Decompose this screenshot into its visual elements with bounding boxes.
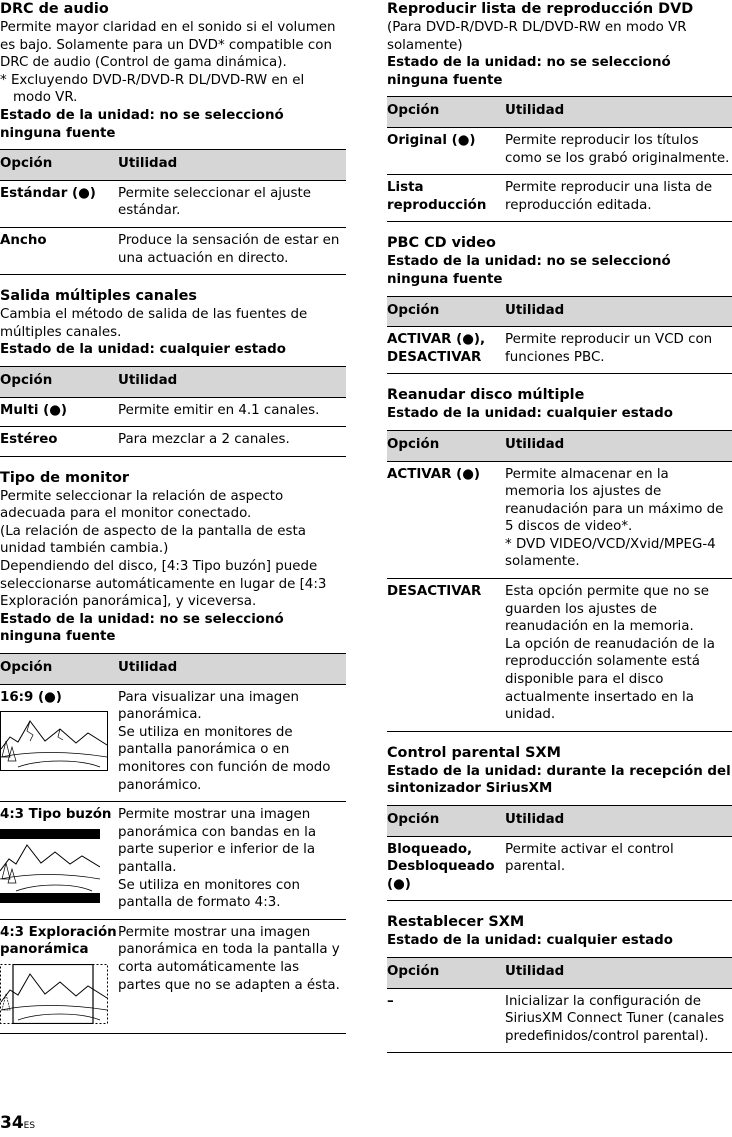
reset-state: Estado de la unidad: cualquier estado [387, 933, 673, 949]
multi-title: Salida múltiples canales [0, 288, 197, 305]
option-cell: Multi (●) [0, 397, 118, 427]
col-header-utility: Utilidad [118, 150, 346, 181]
utility-cell: Permite reproducir los títulos como se los grabó originalmente. [505, 127, 732, 174]
reset-title: Restablecer SXM [387, 914, 525, 931]
monitor-description-3: Dependiendo del disco, [4:3 Tipo buzón] puede seleccionarse automáticamente en lugar de [4:3 Exploración panorámica], y viceversa. [0, 559, 327, 610]
resume-state: Estado de la unidad: cualquier estado [387, 406, 673, 422]
table-row [387, 836, 732, 901]
drc-state: Estado de la unidad: no se seleccionó ninguna fuente [0, 107, 284, 141]
option-cell: – [387, 988, 505, 1053]
utility-text: Permite almacenar en la memoria los ajustes de reanudación para un máximo de 5 discos de video*. [505, 466, 724, 535]
col-header-utility: Utilidad [118, 366, 346, 397]
utility-cell: Para mezclar a 2 canales. [118, 427, 346, 457]
parental-state: Estado de la unidad: durante la recepción del sintonizador SiriusXM [387, 763, 731, 797]
reset-table [387, 957, 732, 1053]
monitor-table [0, 653, 346, 1034]
drc-title: DRC de audio [0, 1, 109, 17]
table-row [0, 802, 346, 920]
utility-cell [118, 919, 346, 1033]
col-header-option: Opción [387, 430, 505, 461]
table-row [387, 127, 732, 174]
col-header-option: Opción [0, 366, 118, 397]
col-header-utility: Utilidad [505, 430, 732, 461]
wide-screen-illustration [0, 711, 108, 771]
utility-cell: Inicializar la configuración de SiriusXM Connect Tuner (canales predefinidos/control parental). [505, 988, 732, 1053]
utility-text: Se utiliza en monitores con pantalla de formato 4:3. [118, 877, 300, 911]
page-number-value: 34 [0, 1113, 24, 1133]
page-language: ES [23, 1121, 36, 1131]
col-header-option: Opción [387, 97, 505, 128]
option-cell: 16:9 (●) [0, 689, 62, 705]
option-cell: ACTIVAR (●), DESACTIVAR [387, 327, 505, 374]
pbc-table [387, 296, 732, 375]
col-header-option: Opción [387, 957, 505, 988]
utility-cell: Permite activar el control parental. [505, 836, 732, 901]
utility-text: Permite mostrar una imagen panorámica con bandas en la parte superior e inferior de la pantalla. [118, 807, 317, 875]
table-row [387, 579, 732, 732]
playlist-description: (Para DVD-R/DVD-R DL/DVD-RW en modo VR solamente) [387, 20, 687, 53]
col-header-option: Opción [387, 296, 505, 327]
resume-table [387, 430, 732, 732]
utility-cell: Permite seleccionar el ajuste estándar. [118, 180, 346, 227]
left-column [0, 0, 346, 1034]
table-row [0, 397, 346, 427]
utility-cell [118, 802, 346, 920]
utility-cell: Permite emitir en 4.1 canales. [118, 397, 346, 427]
col-header-option: Opción [0, 150, 118, 181]
parental-table [387, 805, 732, 901]
col-header-utility: Utilidad [505, 957, 732, 988]
table-row [0, 684, 346, 802]
parental-title: Control parental SXM [387, 744, 561, 761]
monitor-description-2: (La relación de aspecto de la pantalla de esta unidad también cambia.) [0, 523, 306, 557]
col-header-option: Opción [387, 806, 505, 837]
utility-cell [505, 461, 732, 579]
table-row [387, 327, 732, 374]
playlist-table [387, 96, 732, 222]
multi-table [0, 366, 346, 457]
table-row [0, 227, 346, 274]
table-row [0, 427, 346, 457]
pbc-state: Estado de la unidad: no se seleccionó ninguna fuente [387, 254, 671, 287]
utility-text: Permite mostrar una imagen panorámica en toda la pantalla y corta automáticamente las partes que no se adapten a ésta. [118, 924, 340, 993]
table-row [387, 175, 732, 222]
utility-cell: Produce la sensación de estar en una actuación en directo. [118, 227, 346, 274]
monitor-state: Estado de la unidad: no se seleccionó ninguna fuente [0, 611, 284, 645]
right-column [387, 0, 732, 1053]
multi-description: Cambia el método de salida de las fuentes de múltiples canales. [0, 307, 308, 340]
utility-text: Esta opción permite que no se guarden los ajustes de reanudación en la memoria. [505, 584, 710, 635]
pbc-title: PBC CD video [387, 235, 496, 252]
col-header-utility: Utilidad [505, 296, 732, 327]
monitor-title: Tipo de monitor [0, 469, 129, 486]
utility-cell [505, 579, 732, 732]
resume-title: Reanudar disco múltiple [387, 387, 585, 404]
utility-text: * DVD VIDEO/VCD/Xvid/MPEG-4 solamente. [505, 536, 716, 570]
table-row [387, 988, 732, 1053]
option-cell: Lista reproducción [387, 175, 505, 222]
col-header-utility: Utilidad [118, 654, 346, 685]
option-cell: 4:3 Exploración panorámica [0, 924, 117, 958]
col-header-utility: Utilidad [505, 806, 732, 837]
option-cell: 4:3 Tipo buzón [0, 807, 112, 823]
table-row [387, 461, 732, 579]
utility-text: Para visualizar una imagen panorámica. [118, 689, 300, 723]
table-row [0, 180, 346, 227]
utility-cell [118, 684, 346, 802]
option-cell: Ancho [0, 227, 118, 274]
utility-cell: Permite reproducir un VCD con funciones PBC. [505, 327, 732, 374]
playlist-title: Reproducir lista de reproducción DVD [387, 1, 694, 17]
playlist-state: Estado de la unidad: no se seleccionó ninguna fuente [387, 55, 671, 88]
multi-state: Estado de la unidad: cualquier estado [0, 342, 286, 358]
drc-table [0, 149, 346, 275]
monitor-description-1: Permite seleccionar la relación de aspecto adecuada para el monitor conectado. [0, 488, 284, 522]
col-header-utility: Utilidad [505, 97, 732, 128]
table-row [0, 919, 346, 1033]
drc-note: * Excluyendo DVD-R/DVD-R DL/DVD-RW en el modo VR. [0, 72, 305, 106]
utility-text: La opción de reanudación de la reproducción solamente está disponible para el disco actualmente insertado en la unidad. [505, 636, 715, 723]
option-cell: ACTIVAR (●) [387, 461, 505, 579]
pan-scan-illustration [0, 964, 108, 1024]
option-cell: Estándar (●) [0, 180, 118, 227]
drc-description: Permite mayor claridad en el sonido si el volumen es bajo. Solamente para un DVD* compatible con DRC de audio (Control de gama dinámica). [0, 20, 336, 71]
utility-cell: Permite reproducir una lista de reproducción editada. [505, 175, 732, 222]
page-number [0, 1115, 35, 1136]
col-header-option: Opción [0, 654, 118, 685]
option-cell: Bloqueado, Desbloqueado (●) [387, 836, 505, 901]
letterbox-illustration [0, 829, 100, 903]
utility-text: Se utiliza en monitores de pantalla panorámica o en monitores con función de modo panorámico. [118, 724, 331, 793]
option-cell: DESACTIVAR [387, 579, 505, 732]
option-cell: Original (●) [387, 127, 505, 174]
option-cell: Estéreo [0, 427, 118, 457]
